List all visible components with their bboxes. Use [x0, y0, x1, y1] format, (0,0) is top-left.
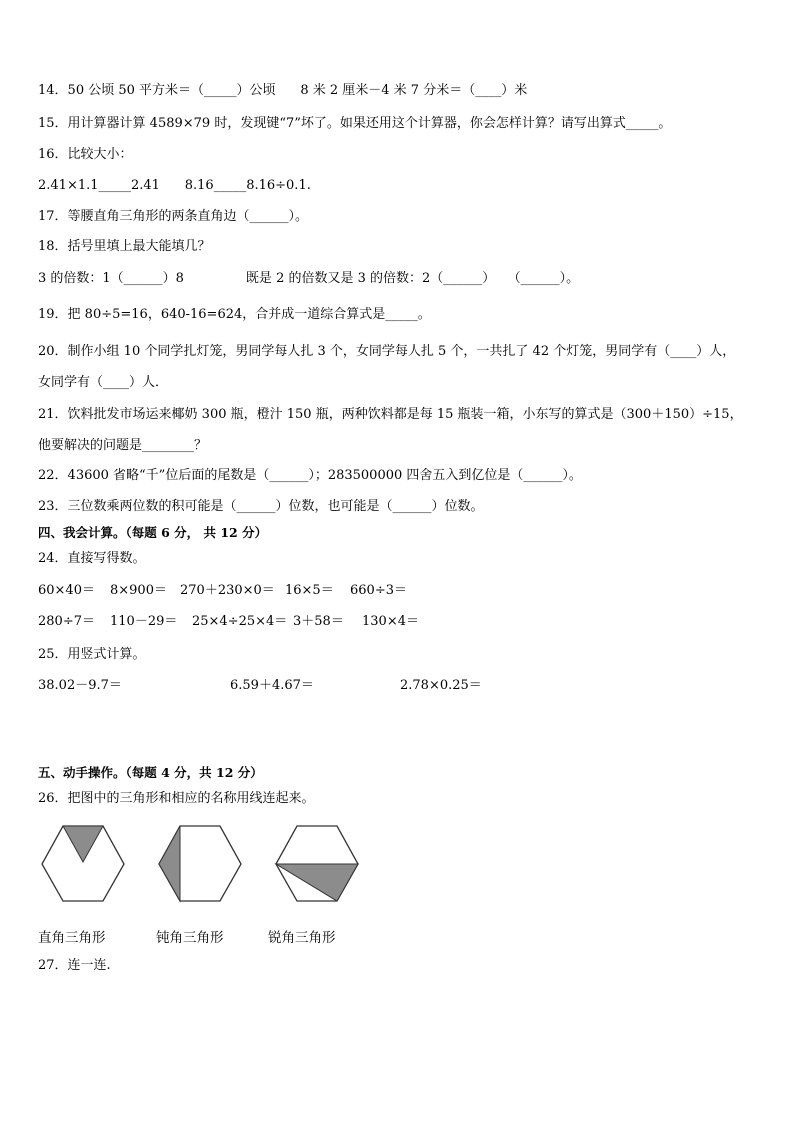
shaded-triangle-2 [159, 826, 180, 901]
question-24: 24．直接写得数。 [38, 551, 146, 566]
question-22: 22．43600 省略“千”位后面的尾数是（______）；283500000 四舍五入到亿位是（______）。 [38, 468, 582, 483]
calc-item: 130×4＝ [362, 614, 419, 629]
section-5-heading: 五、动手操作。（每题 4 分，共 12 分） [38, 765, 263, 780]
calc-item: 60×40＝ [38, 583, 95, 598]
question-18-items: 3 的倍数：1（______）8 既是 2 的倍数又是 3 的倍数：2（______） （______）。 [38, 271, 580, 286]
calc-item: 16×5＝ [285, 583, 334, 598]
question-14: 14．50 公顷 50 平方米＝（_____）公顷 8 米 2 厘米－4 米 7 分米＝（____）米 [38, 83, 528, 98]
question-25: 25．用竖式计算。 [38, 647, 146, 662]
calc-item: 280÷7＝ [38, 614, 95, 629]
vertical-calc-item: 38.02－9.7＝ [38, 678, 122, 693]
section-4-heading: 四、我会计算。（每题 6 分， 共 12 分） [38, 525, 268, 540]
calc-item: 110－29＝ [110, 614, 178, 629]
vertical-calc-item: 2.78×0.25＝ [400, 678, 482, 693]
hexagon-figure-2 [155, 824, 245, 908]
hexagon-figure-1 [38, 824, 128, 908]
calc-item: 3＋58＝ [293, 614, 344, 629]
calc-item: 660÷3＝ [350, 583, 407, 598]
question-27: 27．连一连. [38, 958, 111, 973]
question-16-items: 2.41×1.1_____2.41 8.16_____8.16÷0.1. [38, 178, 311, 193]
hexagon-figure-3 [272, 824, 362, 908]
vertical-calc-item: 6.59＋4.67＝ [230, 678, 314, 693]
question-21-line2: 他要解决的问题是________？ [38, 438, 208, 453]
calc-item: 270＋230×0＝ [180, 583, 275, 598]
label-acute-triangle: 锐角三角形 [268, 930, 336, 946]
question-20-line2: 女同学有（____）人． [38, 375, 169, 390]
question-26: 26．把图中的三角形和相应的名称用线连起来。 [38, 791, 315, 806]
label-obtuse-triangle: 钝角三角形 [156, 930, 224, 946]
question-23: 23．三位数乘两位数的积可能是（______）位数，也可能是（______）位数。 [38, 499, 484, 514]
question-16: 16．比较大小： [38, 147, 133, 162]
question-19: 19．把 80÷5=16，640-16=624，合并成一道综合算式是_____。 [38, 307, 431, 322]
question-17: 17．等腰直角三角形的两条直角边（______）。 [38, 209, 309, 224]
calc-item: 8×900＝ [110, 583, 167, 598]
question-20-line1: 20．制作小组 10 个同学扎灯笼，男同学每人扎 3 个，女同学每人扎 5 个，一共扎了 42 个灯笼，男同学有（____）人， [38, 344, 736, 359]
question-15: 15．用计算器计算 4589×79 时，发现键“7”坏了。如果还用这个计算器，你会怎样计算？请写出算式_____。 [38, 116, 672, 131]
question-21-line1: 21．饮料批发市场运来椰奶 300 瓶，橙汁 150 瓶，两种饮料都是每 15 瓶装一箱，小东写的算式是（300＋150）÷15， [38, 407, 743, 422]
calc-item: 25×4÷25×4＝ [192, 614, 288, 629]
question-18: 18．括号里填上最大能填几？ [38, 239, 211, 254]
label-right-triangle: 直角三角形 [38, 930, 106, 946]
